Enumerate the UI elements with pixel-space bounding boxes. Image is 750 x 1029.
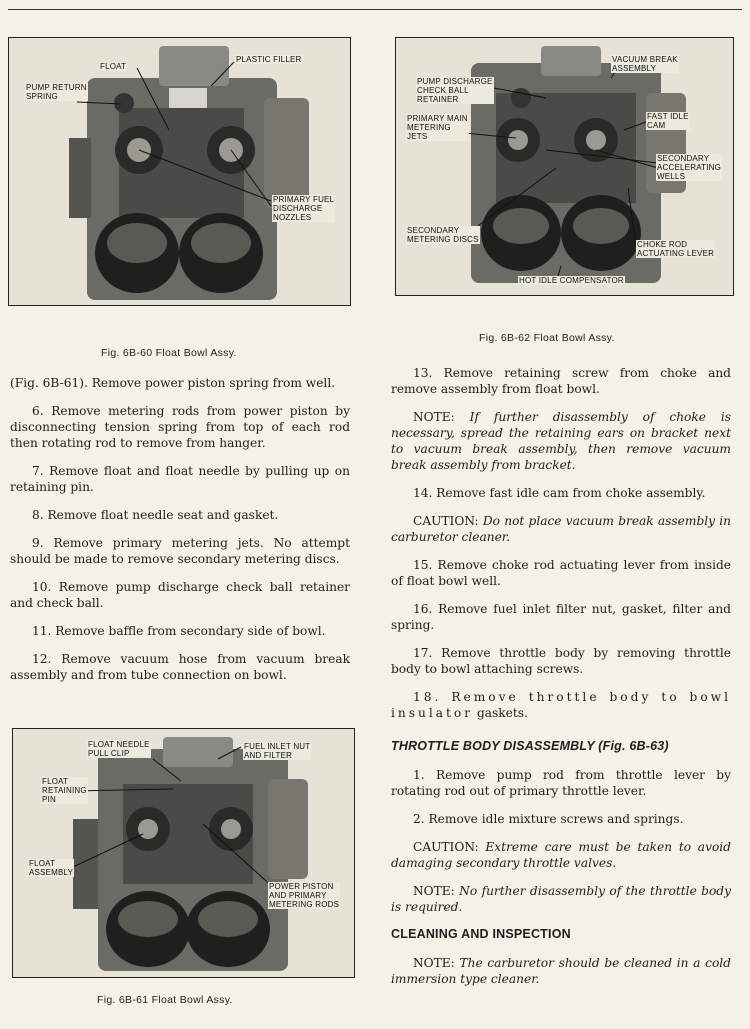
note-label: NOTE: (413, 956, 455, 970)
callout-plastic-filler: PLASTIC FILLER (236, 55, 302, 64)
step-12: 12. Remove vacuum hose from vacuum break assembly and from tube connection on bowl. (10, 652, 350, 682)
callout-primary-fuel-nozzles: PRIMARY FUEL DISCHARGE NOZZLES (273, 195, 335, 222)
callout-power-piston: POWER PISTON AND PRIMARY METERING RODS (269, 882, 340, 909)
heading-throttle-body-disassembly: THROTTLE BODY DISASSEMBLY (Fig. 6B-63) (391, 739, 669, 753)
callout-pump-return-spring: PUMP RETURN SPRING (26, 83, 87, 101)
step-6: 6. Remove metering rods from power piston by disconnecting tension spring from top of each rod then rotating rod to remove from hanger. (10, 404, 350, 450)
top-rule (8, 9, 742, 10)
figure-caption-6b-61: Fig. 6B-61 Float Bowl Assy. (97, 994, 233, 1006)
callout-fuel-inlet-nut: FUEL INLET NUT AND FILTER (244, 742, 311, 760)
step-18-line1: 18. Remove throttle body to bowl insulator (391, 690, 731, 720)
callout-vacuum-break: VACUUM BREAK ASSEMBLY (612, 55, 678, 73)
note-text: If further disassembly of choke is necessary, spread the retaining ears on bracket next to vacuum break assembly, then remove vacuum break assembly from bracket. (391, 410, 731, 472)
note-cleaning (391, 955, 731, 987)
throttle-step-2: 2. Remove idle mixture screws and springs. (413, 812, 684, 826)
callout-hot-idle: HOT IDLE COMPENSATOR (519, 276, 624, 285)
note-choke (391, 409, 731, 473)
callout-primary-main-jets: PRIMARY MAIN METERING JETS (407, 114, 468, 141)
step-16: 16. Remove fuel inlet filter nut, gasket, filter and spring. (391, 602, 731, 632)
step-18-line2: gaskets. (476, 706, 528, 720)
caution-vacuum-break (391, 513, 731, 545)
step-5-continued: (Fig. 6B-61). Remove power piston spring from well. (10, 376, 336, 390)
note-text: No further disassembly of the throttle body is required. (391, 884, 731, 914)
callout-float: FLOAT (100, 62, 127, 71)
figure-caption-6b-60: Fig. 6B-60 Float Bowl Assy. (101, 347, 237, 359)
carburetor-photo-61 (13, 729, 354, 977)
left-column (10, 375, 350, 695)
figure-6b-61 (12, 728, 355, 978)
note-label: NOTE: (413, 884, 455, 898)
callout-choke-rod-lever: CHOKE ROD ACTUATING LEVER (637, 240, 715, 258)
figure-6b-62 (395, 37, 734, 296)
note-text: The carburetor should be cleaned in a cold immersion type cleaner. (391, 956, 731, 986)
carburetor-photo-60 (9, 38, 350, 305)
callout-secondary-wells: SECONDARY ACCELERATING WELLS (657, 154, 722, 181)
note-throttle-body (391, 883, 731, 915)
callout-fast-idle-cam: FAST IDLE CAM (647, 112, 689, 130)
callout-secondary-discs: SECONDARY METERING DISCS (407, 226, 479, 244)
callout-float-retaining-pin: FLOAT RETAINING PIN (42, 777, 87, 804)
step-18 (391, 689, 731, 721)
caution-text: Do not place vacuum break assembly in carburetor cleaner. (391, 514, 731, 544)
callout-pump-check-ball: PUMP DISCHARGE CHECK BALL RETAINER (417, 77, 493, 104)
heading-cleaning-inspection: CLEANING AND INSPECTION (391, 927, 571, 941)
step-17: 17. Remove throttle body by removing throttle body to bowl attaching screws. (391, 646, 731, 676)
throttle-step-1: 1. Remove pump rod from throttle lever by rotating rod out of primary throttle lever. (391, 768, 731, 798)
figure-6b-60 (8, 37, 351, 306)
step-9: 9. Remove primary metering jets. No attempt should be made to remove secondary metering discs. (10, 536, 350, 566)
callout-float-needle-clip: FLOAT NEEDLE PULL CLIP (88, 740, 150, 758)
step-10: 10. Remove pump discharge check ball retainer and check ball. (10, 580, 350, 610)
caution-text: Extreme care must be taken to avoid damaging secondary throttle valves. (391, 840, 731, 870)
step-7: 7. Remove float and float needle by pulling up on retaining pin. (10, 464, 350, 494)
figure-caption-6b-62: Fig. 6B-62 Float Bowl Assy. (479, 332, 615, 344)
note-label: NOTE: (413, 410, 455, 424)
step-8: 8. Remove float needle seat and gasket. (32, 508, 279, 522)
step-11: 11. Remove baffle from secondary side of bowl. (32, 624, 326, 638)
step-15: 15. Remove choke rod actuating lever from inside of float bowl well. (391, 558, 731, 588)
step-13: 13. Remove retaining screw from choke and remove assembly from float bowl. (391, 366, 731, 396)
caution-label: CAUTION: (413, 514, 479, 528)
right-column (391, 365, 731, 999)
callout-float-assembly: FLOAT ASSEMBLY (29, 859, 74, 877)
caution-label: CAUTION: (413, 840, 479, 854)
step-14: 14. Remove fast idle cam from choke assembly. (413, 486, 706, 500)
caution-throttle-valves (391, 839, 731, 871)
